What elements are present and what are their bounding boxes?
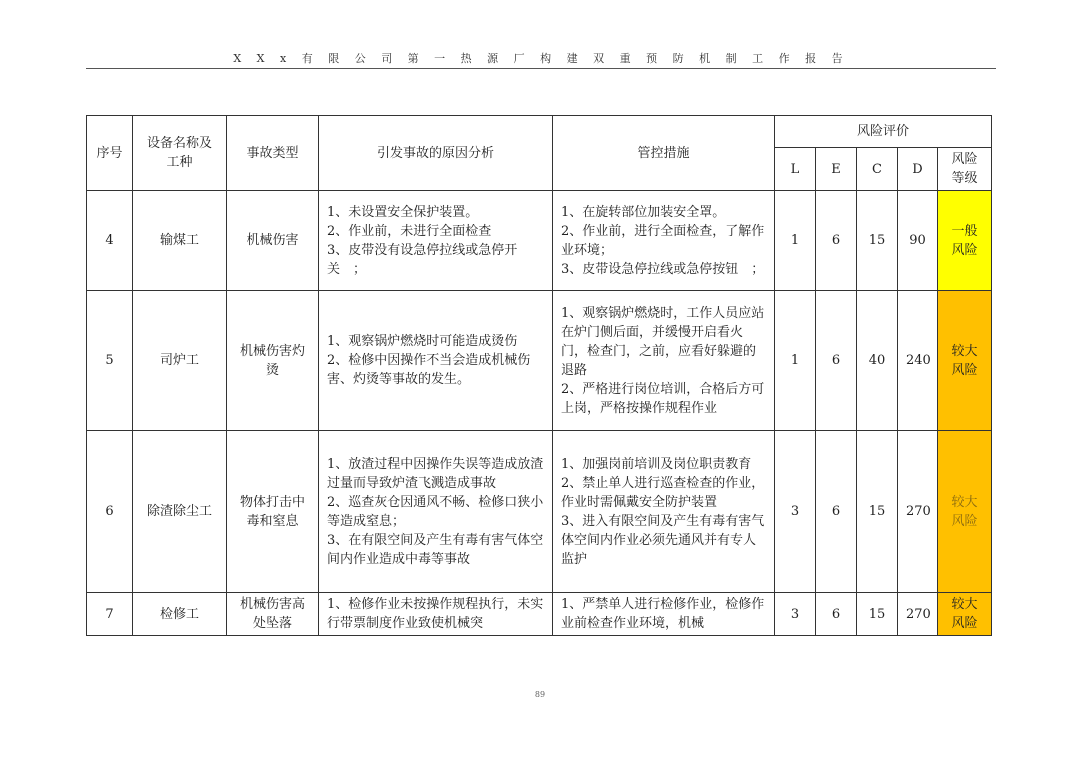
cell-accident-type: 机械伤害高处坠落 [227, 593, 319, 636]
cell-E: 6 [816, 593, 857, 636]
cell-D: 240 [898, 291, 938, 431]
cell-accident-type: 机械伤害 [227, 191, 319, 291]
cell-E: 6 [816, 191, 857, 291]
cell-line: 2、严格进行岗位培训，合格后方可上岗，严格按操作规程作业 [561, 381, 765, 416]
cell-equipment: 司炉工 [133, 291, 227, 431]
risk-assessment-table [86, 115, 992, 636]
cell-line: 2、巡查灰仓因通风不畅、检修口狭小等造成窒息； [327, 494, 544, 529]
risk-level-badge: 较大风险 [938, 291, 992, 431]
cell-cause [319, 431, 553, 593]
cell-line: 1、检修作业未按操作规程执行，未实行带票制度作业致使机械突 [327, 597, 544, 631]
cell-line: 2、作业前，进行全面检查，了解作业环境； [561, 223, 765, 258]
cell-control [553, 291, 775, 431]
table-row [87, 431, 992, 593]
col-header-control: 管控措施 [553, 116, 775, 191]
cell-line: 3、在有限空间及产生有毒有害气体空间内作业造成中毒等事故 [327, 532, 544, 567]
report-header-title: X X x 有 限 公 司 第 一 热 源 厂 构 建 双 重 预 防 机 制 工 作 报 告 [233, 52, 849, 65]
col-header-level: 风险等级 [938, 148, 992, 191]
col-header-C: C [857, 148, 898, 191]
cell-control [553, 593, 775, 636]
cell-seq: 6 [87, 431, 133, 593]
cell-line: 3、进入有限空间及产生有毒有害气体空间内作业必须先通风并有专人监护 [561, 513, 765, 567]
cell-accident-type: 机械伤害灼烫 [227, 291, 319, 431]
cell-line: 2、禁止单人进行巡查检查的作业，作业时需佩戴安全防护装置 [561, 475, 765, 510]
table-row [87, 291, 992, 431]
cell-line: 1、在旋转部位加装安全罩。 [561, 204, 726, 220]
table-row [87, 191, 992, 291]
cell-seq: 7 [87, 593, 133, 636]
cell-C: 15 [857, 431, 898, 593]
cell-L: 1 [775, 291, 816, 431]
cell-line: 3、皮带没有设急停拉线或急停开关 ； [327, 242, 518, 277]
cell-C: 15 [857, 191, 898, 291]
col-header-cause: 引发事故的原因分析 [319, 116, 553, 191]
cell-control [553, 431, 775, 593]
cell-equipment: 除渣除尘工 [133, 431, 227, 593]
cell-line: 1、未设置安全保护装置。 [327, 204, 479, 220]
col-header-D: D [898, 148, 938, 191]
col-header-equipment: 设备名称及工种 [133, 116, 227, 191]
cell-L: 3 [775, 431, 816, 593]
cell-cause [319, 593, 553, 636]
cell-L: 1 [775, 191, 816, 291]
cell-cause [319, 291, 553, 431]
cell-equipment: 输煤工 [133, 191, 227, 291]
cell-line: 2、作业前，未进行全面检查 [327, 223, 492, 239]
col-header-L: L [775, 148, 816, 191]
cell-seq: 4 [87, 191, 133, 291]
header-divider [86, 68, 996, 69]
col-header-E: E [816, 148, 857, 191]
cell-accident-type: 物体打击中毒和窒息 [227, 431, 319, 593]
cell-cause [319, 191, 553, 291]
risk-level-badge: 一般风险 [938, 191, 992, 291]
cell-line: 2、检修中因操作不当会造成机械伤害、灼烫等事故的发生。 [327, 353, 531, 387]
col-header-seq: 序号 [87, 116, 133, 191]
cell-D: 270 [898, 593, 938, 636]
cell-line: 1、严禁单人进行检修作业，检修作业前检查作业环境，机械 [561, 597, 765, 631]
col-header-accident-type: 事故类型 [227, 116, 319, 191]
cell-D: 90 [898, 191, 938, 291]
cell-D: 270 [898, 431, 938, 593]
cell-C: 15 [857, 593, 898, 636]
cell-line: 1、放渣过程中因操作失误等造成放渣过量而导致炉渣飞溅造成事故 [327, 456, 544, 491]
cell-control [553, 191, 775, 291]
table-row [87, 593, 992, 636]
risk-level-badge: 较大风险 [938, 431, 992, 593]
cell-seq: 5 [87, 291, 133, 431]
cell-E: 6 [816, 291, 857, 431]
col-header-risk-eval: 风险评价 [775, 116, 992, 148]
cell-E: 6 [816, 431, 857, 593]
cell-line: 1、观察锅炉燃烧时，工作人员应站在炉门侧后面，并缓慢开启看火门，检查门，之前，应看好躲避的退路 [561, 305, 765, 378]
risk-level-badge: 较大风险 [938, 593, 992, 636]
cell-C: 40 [857, 291, 898, 431]
cell-line: 1、加强岗前培训及岗位职责教育 [561, 456, 752, 472]
page-number: 89 [534, 690, 546, 699]
cell-equipment: 检修工 [133, 593, 227, 636]
cell-L: 3 [775, 593, 816, 636]
cell-line: 1、观察锅炉燃烧时可能造成烫伤 [327, 334, 518, 349]
cell-line: 3、皮带设急停拉线或急停按钮 ； [561, 261, 765, 277]
